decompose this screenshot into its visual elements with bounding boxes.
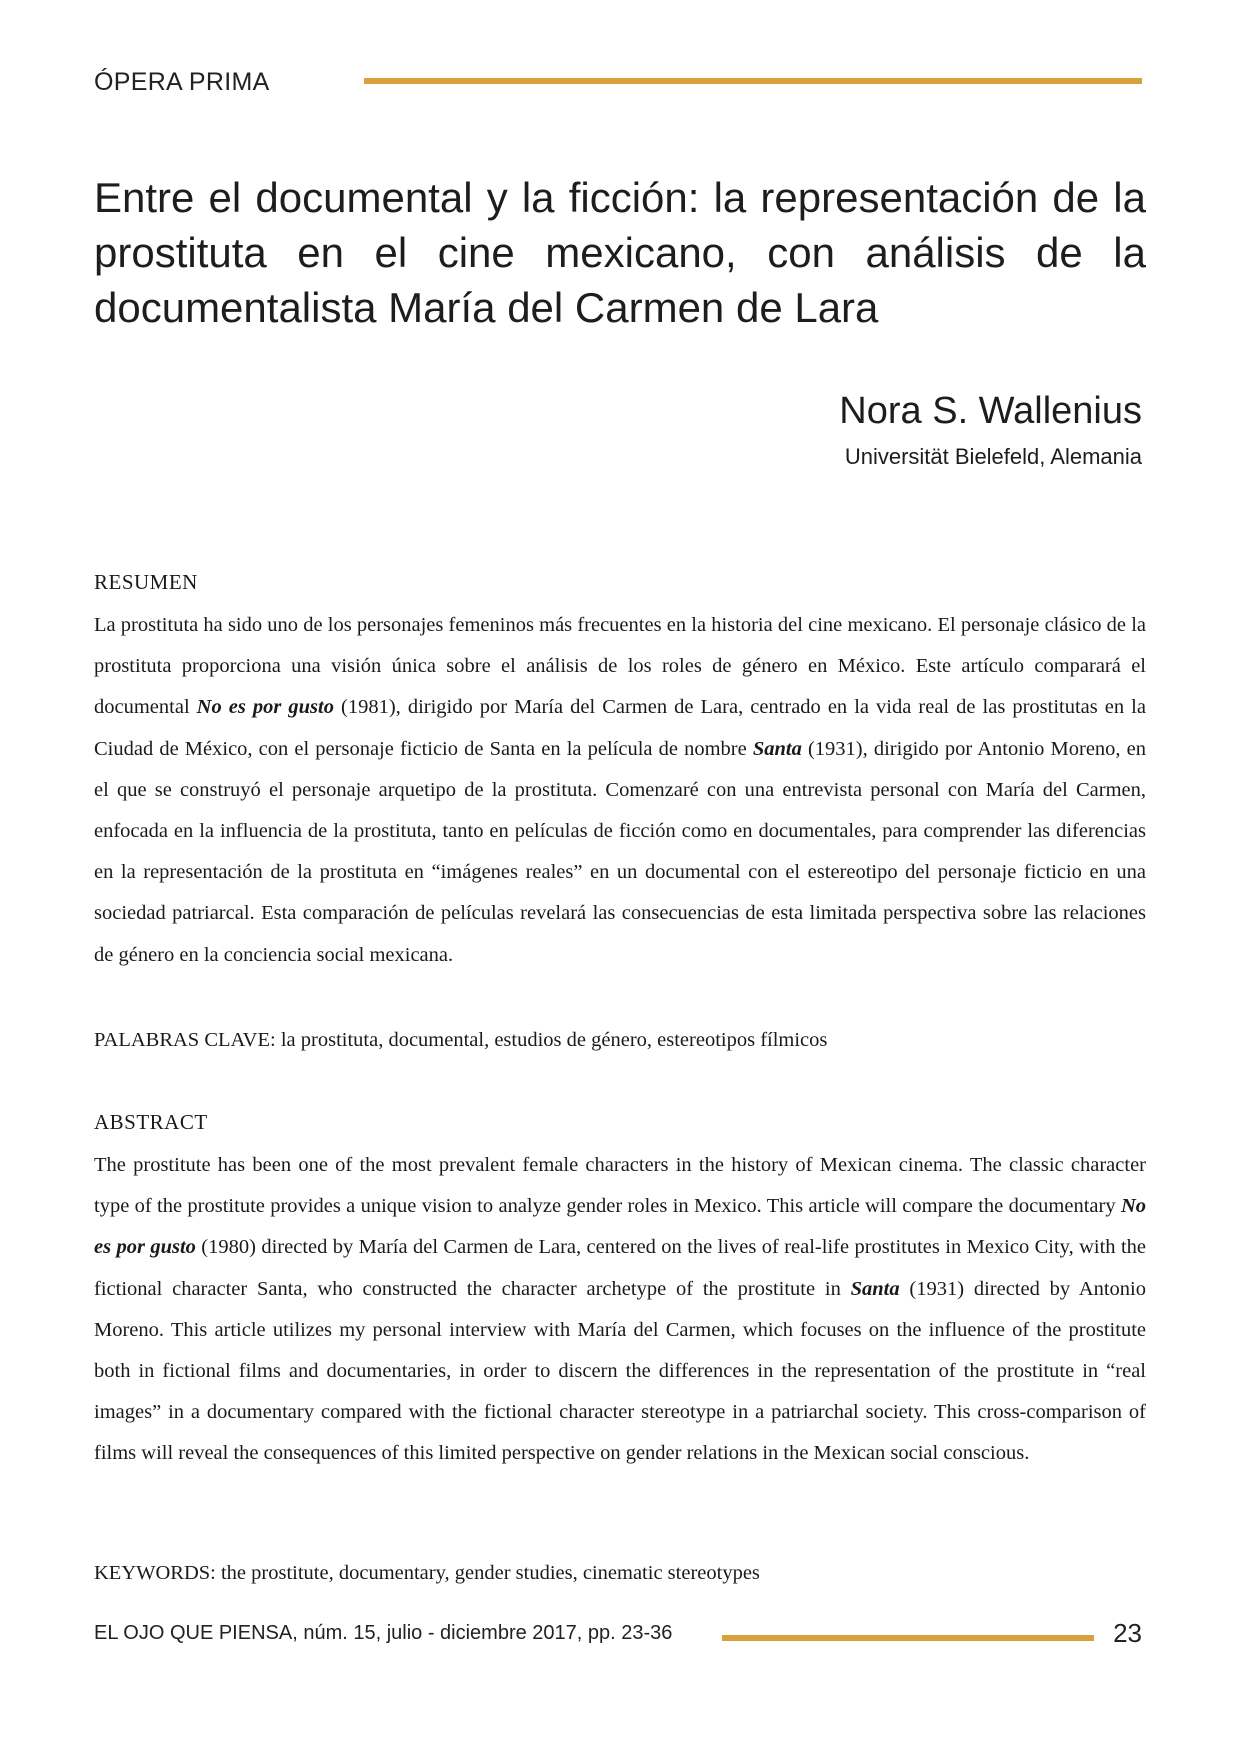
abstract-text-2: (1980) directed by María del Carmen de Lara, centered on the lives of real-life prostitutes in Mexico City, with the fictional character Santa, who constructed the character archetype of the prostitute in	[94, 1236, 1146, 1300]
abstract-section	[94, 1145, 1146, 1475]
palabras-clave-terms: la prostituta, documental, estudios de género, estereotipos fílmicos	[275, 1029, 828, 1051]
palabras-clave-label: PALABRAS CLAVE:	[94, 1029, 276, 1051]
abstract-section-heading	[94, 1110, 1146, 1135]
article-title: Entre el documental y la ficción: la representación de la prostituta en el cine mexicano, con análisis de la documentalista María del Carmen de Lara	[94, 174, 1146, 331]
header-rule	[364, 78, 1142, 84]
resumen-heading: RESUMEN	[94, 570, 198, 594]
abstract-film-title-2: Santa	[850, 1277, 900, 1300]
page-number: 23	[1113, 1618, 1142, 1648]
keywords-terms: the prostitute, documentary, gender studies, cinematic stereotypes	[215, 1562, 760, 1584]
section-label: ÓPERA PRIMA	[94, 68, 270, 96]
resumen-paragraph	[94, 605, 1146, 976]
keywords	[94, 1562, 1146, 1585]
author-name: Nora S. Wallenius	[839, 390, 1142, 432]
resumen-text-1: La prostituta ha sido uno de los personajes femeninos más frecuentes en la historia del cine mexicano. El personaje clásico de la prostituta proporciona una visión única sobre el análisis de los roles de género en México. Este artículo comparará el documental	[94, 614, 1146, 719]
abstract-film-title-1: No es por gusto	[94, 1195, 1146, 1259]
abstract-paragraph	[94, 1145, 1146, 1475]
palabras-clave	[94, 1029, 1146, 1052]
resumen-text-2: (1981), dirigido por María del Carmen de Lara, centrado en la vida real de las prostitutas en la Ciudad de México, con el personaje ficticio de Santa en la película de nombre	[94, 696, 1146, 760]
resumen-section-heading	[94, 570, 1146, 595]
footer-rule	[722, 1635, 1094, 1641]
resumen-section	[94, 605, 1146, 976]
resumen-film-title-1: No es por gusto	[196, 696, 334, 719]
abstract-text-3: (1931) directed by Antonio Moreno. This article utilizes my personal interview with María del Carmen, which focuses on the influence of the prostitute both in fictional films and documentaries, in order to discern the differences in the representation of the prostitute in “real images” in a documentary compared with the fictional character stereotype in a patriarchal society. This cross-comparison of films will reveal the consequences of this limited perspective on gender relations in the Mexican social conscious.	[94, 1277, 1146, 1465]
author-affiliation: Universität Bielefeld, Alemania	[844, 444, 1142, 469]
resumen-text-3: (1931), dirigido por Antonio Moreno, en el que se construyó el personaje arquetipo de la prostituta. Comenzaré con una entrevista personal con María del Carmen, enfocada en la influencia de la prostituta, tanto en películas de ficción como en documentales, para comprender las diferencias en la representación de la prostituta en “imágenes reales” en un documental con el estereotipo del personaje ficticio en una sociedad patriarcal. Esta comparación de películas revelará las consecuencias de esta limitada perspectiva sobre las relaciones de género en la conciencia social mexicana.	[94, 737, 1147, 966]
keywords-line	[94, 1562, 1146, 1585]
keywords-label: KEYWORDS:	[94, 1562, 216, 1584]
abstract-text-1: The prostitute has been one of the most prevalent female characters in the history of Mexican cinema. The classic character type of the prostitute provides a unique vision to analyze gender roles in Mexico. This article will compare the documentary	[94, 1154, 1146, 1218]
palabras-clave-line	[94, 1029, 1146, 1052]
resumen-film-title-2: Santa	[752, 737, 802, 760]
abstract-heading: ABSTRACT	[94, 1110, 208, 1134]
footer-citation: EL OJO QUE PIENSA, núm. 15, julio - diciembre 2017, pp. 23-36	[94, 1622, 673, 1644]
